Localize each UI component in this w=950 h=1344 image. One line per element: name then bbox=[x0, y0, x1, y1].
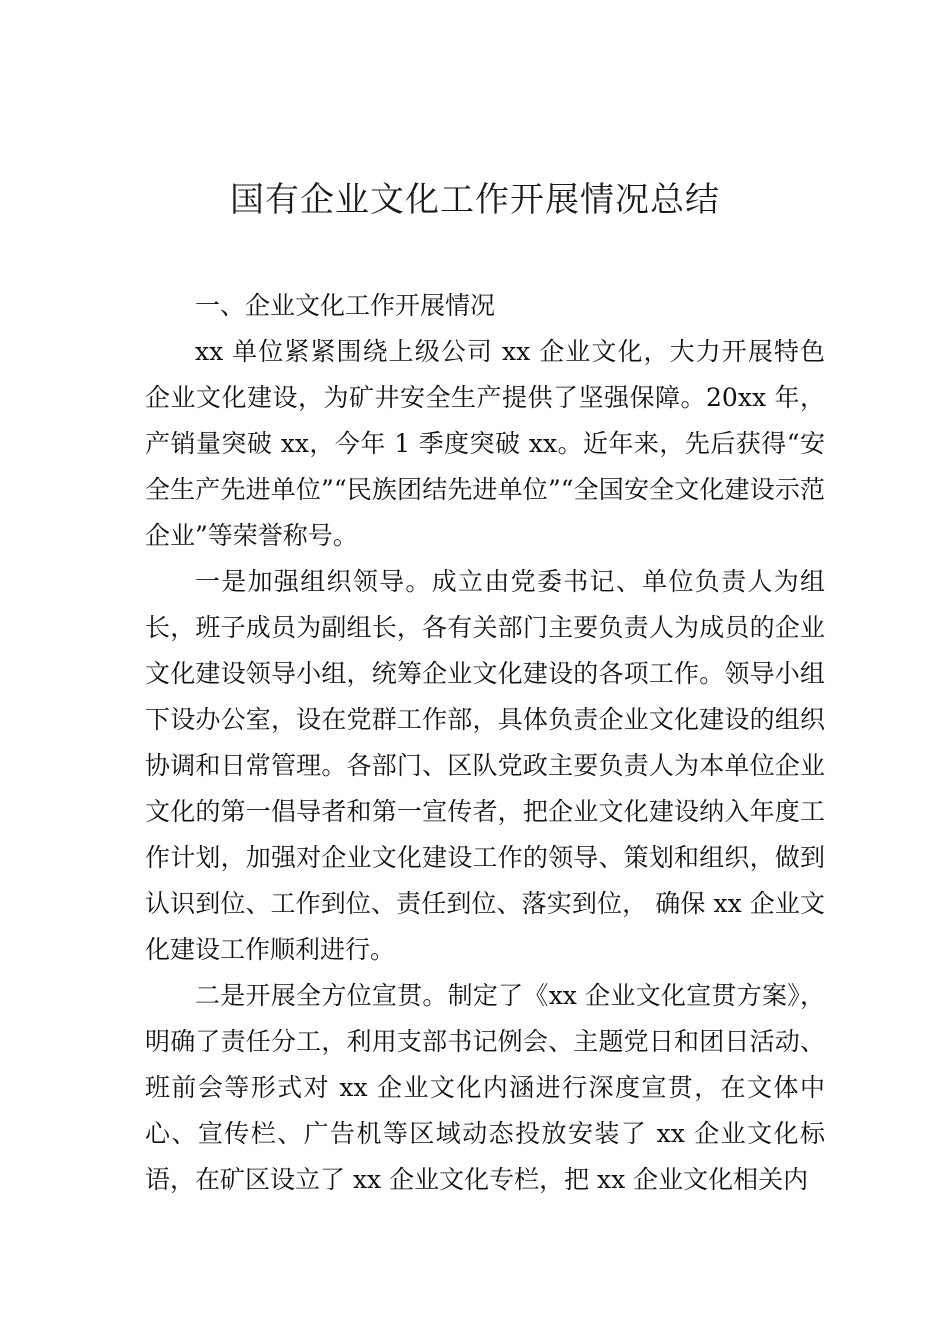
paragraph-publicity: 二是开展全方位宣贯。制定了《xx 企业文化宣贯方案》，明确了责任分工，利用支部书记例会、主题党日和团日活动、班前会等形式对 xx 企业文化内涵进行深度宣贯，在文体中心、宣传栏、广告机等区域动态投放安装了 xx 企业文化标语，在矿区设立了 xx 企业文化专栏，把 xx 企业文化相关内 bbox=[145, 981, 825, 1194]
paragraph-overview: xx 单位紧紧围绕上级公司 xx 企业文化，大力开展特色企业文化建设，为矿井安全生产提供了坚强保障。20xx 年，产销量突破 xx，今年 1 季度突破 xx。近年来，先后获得“安全生产先进单位”“民族团结先进单位”“全国安全文化建设示范企业”等荣誉称号。 bbox=[145, 337, 825, 550]
section-heading: 一、企业文化工作开展情况 bbox=[195, 291, 496, 320]
paragraph-organization: 一是加强组织领导。成立由党委书记、单位负责人为组长，班子成员为副组长，各有关部门主要负责人为成员的企业文化建设领导小组，统筹企业文化建设的各项工作。领导小组下设办公室，设在党群工作部，具体负责企业文化建设的组织协调和日常管理。各部门、区队党政主要负责人为本单位企业文化的第一倡导者和第一宣传者，把企业文化建设纳入年度工作计划，加强对企业文化建设工作的领导、策划和组织，做到认识到位、工作到位、责任到位、落实到位， 确保 xx 企业文化建设工作顺利进行。 bbox=[145, 567, 825, 964]
document-body bbox=[145, 283, 825, 1203]
document-title: 国有企业文化工作开展情况总结 bbox=[230, 180, 720, 220]
